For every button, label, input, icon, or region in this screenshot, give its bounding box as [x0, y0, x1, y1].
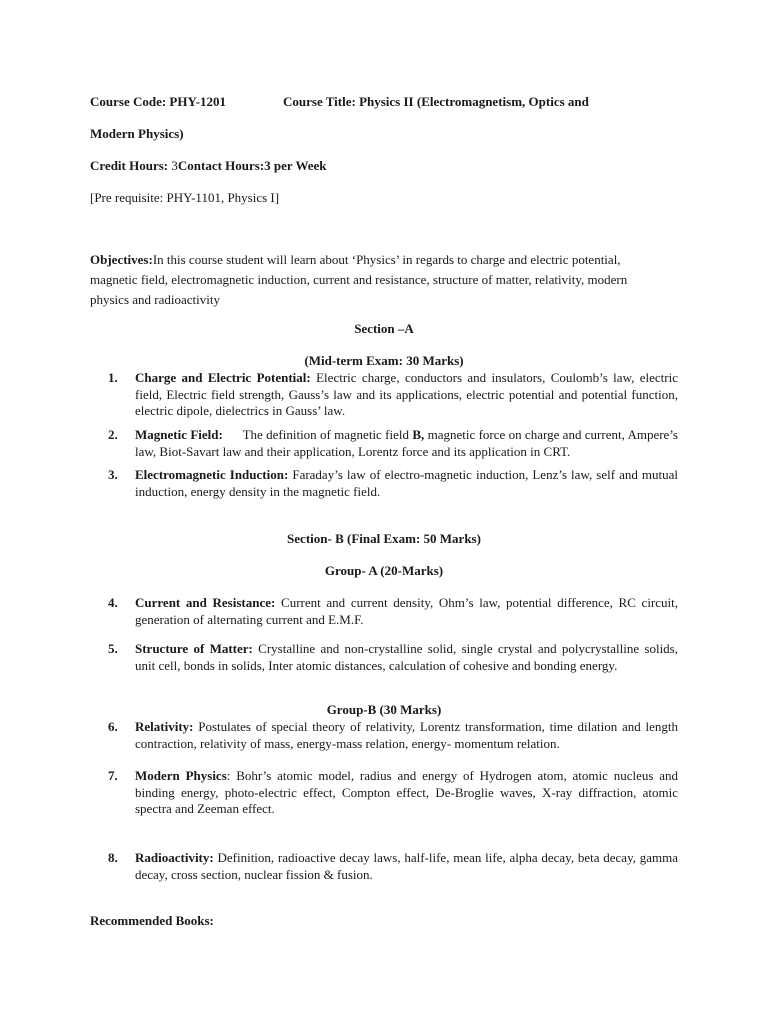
- list-item: [108, 370, 678, 420]
- item-text: magnetic force on charge and current, Ampere’s law, Biot-Savart law and their application, Lorentz force and its application in CRT.: [135, 427, 678, 459]
- item-body: [135, 427, 678, 460]
- item-title: Structure of Matter:: [135, 641, 253, 656]
- item-number: 7.: [108, 768, 118, 783]
- item-number: 3.: [108, 467, 118, 482]
- recommended-books-heading: Recommended Books:: [90, 913, 214, 928]
- list-item: [108, 641, 678, 674]
- list-item: [108, 850, 678, 883]
- course-code: Course Code: PHY-1201: [90, 94, 227, 109]
- item-number: 5.: [108, 641, 118, 656]
- prerequisite: [Pre requisite: PHY-1101, Physics I]: [90, 190, 280, 205]
- section-a-subtitle: (Mid-term Exam: 30 Marks): [304, 353, 464, 368]
- item-text: Crystalline and non-crystalline solid, single crystal and polycrystalline solids, unit cell, bonds in solids, Inter atomic distances, calculation of cohesive and bonding energy.: [135, 641, 678, 673]
- list-item: [108, 719, 678, 752]
- item-body: [135, 719, 678, 752]
- item-body: [135, 595, 678, 628]
- credit-hours-line: [90, 158, 327, 174]
- item-text-pre: The definition of magnetic field: [222, 427, 413, 442]
- item-text: Postulates of special theory of relativity, Lorentz transformation, time dilation and length contraction, relativity of mass, energy-mass relation, energy- momentum relation.: [135, 719, 678, 751]
- credit-hours-value: 3: [168, 158, 178, 173]
- section-a-title: Section –A: [354, 321, 414, 336]
- item-body: [135, 467, 678, 500]
- item-title: Current and Resistance:: [135, 595, 276, 610]
- list-item: [108, 768, 678, 818]
- item-text: Faraday’s law of electro-magnetic induction, Lenz’s law, self and mutual induction, energy density in the magnetic field.: [135, 467, 678, 499]
- item-text: Current and current density, Ohm’s law, potential difference, RC circuit, generation of alternating current and E.M.F.: [135, 595, 679, 627]
- group-b-title: Group-B (30 Marks): [326, 702, 442, 717]
- item-body: [135, 768, 678, 818]
- list-item: [108, 427, 678, 460]
- item-body: [135, 641, 678, 674]
- group-a-title: Group- A (20-Marks): [324, 563, 444, 578]
- course-title: Course Title: Physics II (Electromagnetism, Optics and: [283, 94, 589, 109]
- list-item: [108, 595, 678, 628]
- item-title: Modern Physics: [135, 768, 227, 783]
- item-title: Magnetic Field:: [135, 427, 223, 442]
- item-number: 1.: [108, 370, 118, 385]
- item-number: 8.: [108, 850, 118, 865]
- objectives-paragraph: [90, 250, 662, 310]
- list-item: [108, 467, 678, 500]
- item-text: Definition, radioactive decay laws, half-life, mean life, alpha decay, beta decay, gamma decay, cross section, nuclear fission & fusion.: [135, 850, 678, 882]
- item-number: 4.: [108, 595, 118, 610]
- credit-hours-label: Credit Hours:: [90, 158, 169, 173]
- course-title-continued: Modern Physics): [90, 126, 184, 141]
- item-body: [135, 370, 678, 420]
- item-bold-symbol: B,: [412, 427, 425, 442]
- item-title: Relativity:: [135, 719, 194, 734]
- section-b-title: Section- B (Final Exam: 50 Marks): [287, 531, 481, 546]
- item-text: Electric charge, conductors and insulators, Coulomb’s law, electric field, Electric field strength, Gauss’s law and its applications, electric potential and potential function, electric dipole, dielectrics in Gauss’ law.: [135, 370, 678, 418]
- item-number: 6.: [108, 719, 118, 734]
- contact-hours-value: :3 per Week: [259, 158, 327, 173]
- item-title: Charge and Electric Potential:: [135, 370, 311, 385]
- objectives-text: In this course student will learn about ‘Physics’ in regards to charge and electric potential, magnetic field, electromagnetic induction, current and resistance, structure of matter, relativity, modern physics and radioactivity: [90, 252, 628, 307]
- objectives-label: Objectives:: [90, 252, 153, 267]
- item-title: Electromagnetic Induction:: [135, 467, 289, 482]
- item-text: : Bohr’s atomic model, radius and energy of Hydrogen atom, atomic nucleus and binding energy, photo-electric effect, Compton effect, De-Broglie waves, X-ray diffraction, atomic spectra and Zeeman effect.: [135, 768, 678, 816]
- item-title: Radioactivity:: [135, 850, 214, 865]
- item-number: 2.: [108, 427, 118, 442]
- contact-hours-label: Contact Hours: [177, 158, 260, 173]
- item-body: [135, 850, 678, 883]
